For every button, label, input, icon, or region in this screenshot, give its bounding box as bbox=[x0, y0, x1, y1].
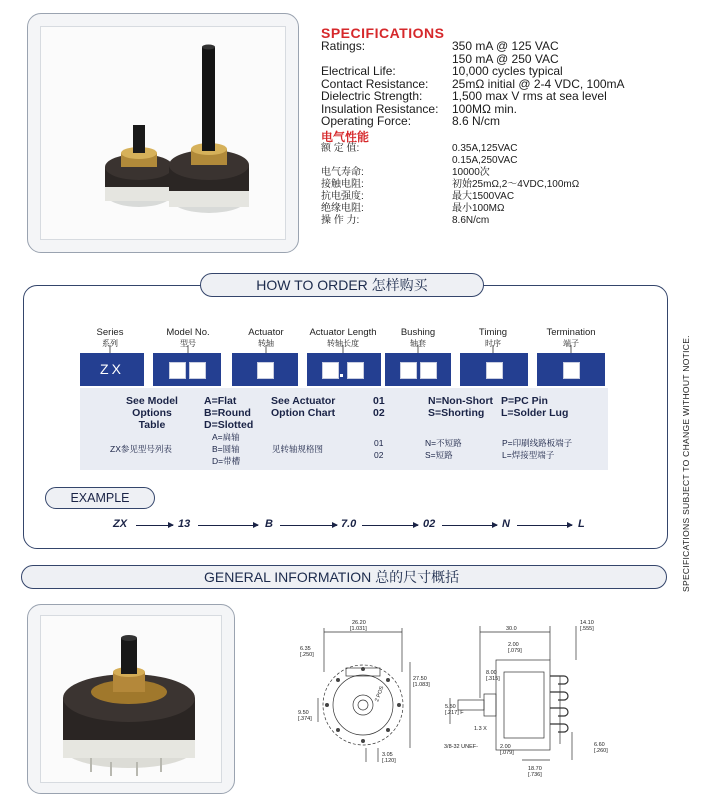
dim-label: 8.00 bbox=[486, 670, 497, 676]
spec-label: Dielectric Strength: bbox=[321, 89, 423, 103]
side-note: SPECIFICATIONS SUBJECT TO CHANGE WITHOUT NOTICE. bbox=[681, 335, 691, 592]
length-option-line: Option Chart bbox=[271, 407, 336, 419]
rotary-switch-photo bbox=[41, 27, 285, 239]
spec-cn-row bbox=[321, 179, 691, 191]
general-photo bbox=[40, 615, 222, 783]
product-photo bbox=[40, 26, 286, 240]
header-bushing-en: Bushing bbox=[400, 327, 436, 338]
example-label: EXAMPLE bbox=[45, 487, 155, 509]
dim-label: 2.00 bbox=[508, 642, 519, 648]
spec-cn-value: 0.35A,125VAC bbox=[452, 143, 518, 154]
length-option-line: See Actuator bbox=[271, 395, 336, 407]
spec-cn-value: 初始25mΩ,2～4VDC,100mΩ bbox=[452, 179, 580, 190]
header-actuator-en: Actuator bbox=[248, 327, 284, 338]
example-arrow bbox=[362, 525, 418, 526]
dim-label: [.250] bbox=[300, 652, 314, 658]
spec-cn-label: 抗电强度: bbox=[321, 191, 364, 202]
spec-value: 100MΩ min. bbox=[452, 101, 517, 116]
spec-label: Insulation Resistance: bbox=[321, 101, 439, 116]
header-termination-cn: 端子 bbox=[563, 339, 579, 348]
spec-row bbox=[321, 90, 691, 103]
spec-cn-row bbox=[321, 191, 691, 203]
termination-options bbox=[501, 395, 568, 419]
series-code: ZX bbox=[100, 361, 124, 377]
code-box-actuator bbox=[232, 353, 298, 386]
termination-option: L=Solder Lug bbox=[501, 407, 569, 419]
spec-value: 150 mA @ 250 VAC bbox=[452, 51, 559, 66]
spec-cn-row bbox=[321, 167, 691, 179]
specifications-list bbox=[321, 40, 691, 128]
spec-cn-row bbox=[321, 143, 691, 155]
spec-cn-label: 额 定 值: bbox=[321, 143, 360, 154]
front-view-drawing bbox=[296, 612, 446, 792]
example-code: N bbox=[502, 518, 510, 530]
bushing-option: 02 bbox=[373, 407, 385, 419]
bushing-options-cn bbox=[374, 437, 383, 461]
dim-label: 26.20 bbox=[352, 620, 366, 626]
code-slot bbox=[347, 362, 364, 379]
spec-row bbox=[321, 115, 691, 128]
specifications-cn-title: 电气性能 bbox=[321, 130, 370, 144]
model-options bbox=[122, 395, 182, 431]
code-box-length bbox=[307, 353, 381, 386]
actuator-option-cn: A=扁轴 bbox=[212, 432, 240, 442]
header-model-en: Model No. bbox=[166, 327, 210, 338]
bushing-option-cn: 02 bbox=[374, 450, 384, 460]
bushing-option: 01 bbox=[373, 395, 385, 407]
code-slot bbox=[169, 362, 186, 379]
termination-option-cn: L=焊接型端子 bbox=[502, 450, 555, 460]
code-slot bbox=[420, 362, 437, 379]
spec-label: Contact Resistance: bbox=[321, 76, 429, 91]
example-arrow bbox=[442, 525, 497, 526]
timing-options-cn bbox=[425, 437, 462, 461]
rotary-switch-photo bbox=[41, 616, 221, 782]
code-box-termination bbox=[537, 353, 605, 386]
code-slot bbox=[189, 362, 206, 379]
spec-cn-row bbox=[321, 203, 691, 215]
model-option-line: See Model bbox=[126, 395, 178, 407]
model-options-cn: ZX参见型号列表 bbox=[110, 444, 172, 454]
spec-cn-label: 接触电阻: bbox=[321, 179, 364, 190]
header-bushing-cn: 轴套 bbox=[410, 339, 426, 348]
header-series-cn: 系列 bbox=[102, 339, 118, 348]
actuator-options-cn bbox=[212, 431, 240, 467]
example-code: ZX bbox=[113, 518, 128, 530]
dim-label: [.555] bbox=[580, 626, 594, 632]
dim-label: [.079] bbox=[500, 750, 514, 756]
example-code: 13 bbox=[178, 518, 191, 530]
example-code: L bbox=[578, 518, 585, 530]
code-slot bbox=[400, 362, 417, 379]
dim-label: 6.60 bbox=[594, 742, 605, 748]
example-arrow bbox=[280, 525, 337, 526]
specifications-title: SPECIFICATIONS bbox=[321, 25, 445, 41]
actuator-option: D=Slotted bbox=[204, 419, 254, 431]
dim-label: 5.50 bbox=[445, 704, 456, 710]
code-box-series bbox=[80, 353, 144, 386]
dim-label: [.374] bbox=[298, 716, 312, 722]
model-option-line: Table bbox=[138, 419, 166, 431]
spec-cn-value: 最小100MΩ bbox=[452, 203, 505, 214]
spec-cn-row bbox=[321, 215, 691, 227]
dim-label: [.260] bbox=[594, 748, 608, 754]
dim-label: 18.70 bbox=[528, 766, 542, 772]
example-code: 7.0 bbox=[341, 518, 357, 530]
spec-row bbox=[321, 40, 691, 53]
spec-label: Electrical Life: bbox=[321, 64, 396, 78]
header-length-en: Actuator Length bbox=[309, 327, 377, 338]
timing-option: N=Non-Short bbox=[428, 395, 494, 407]
model-option-line: Options bbox=[132, 407, 172, 419]
header-actuator-cn: 转轴 bbox=[258, 339, 274, 348]
timing-options bbox=[428, 395, 493, 419]
dim-label: 3.05 bbox=[382, 752, 393, 758]
spec-cn-label: 电气寿命: bbox=[321, 167, 364, 178]
code-box-timing bbox=[460, 353, 528, 386]
example-arrow bbox=[136, 525, 173, 526]
termination-option-cn: P=印刷线路板端子 bbox=[502, 438, 573, 448]
termination-options-cn bbox=[502, 437, 572, 461]
general-photo-frame bbox=[27, 604, 235, 794]
dim-label: [1.083] bbox=[413, 682, 430, 688]
product-photo-frame bbox=[27, 13, 299, 253]
code-box-model bbox=[153, 353, 221, 386]
dim-label: 27.50 bbox=[413, 676, 427, 682]
spec-cn-label: 绝缘电阻: bbox=[321, 203, 364, 214]
example-code: 02 bbox=[423, 518, 436, 530]
length-options bbox=[271, 395, 335, 419]
dim-label: 3/8-32 UNEF- bbox=[444, 744, 478, 750]
header-timing-en: Timing bbox=[478, 327, 508, 338]
timing-option-cn: S=短路 bbox=[425, 450, 453, 460]
spec-cn-value: 最大1500VAC bbox=[452, 191, 515, 202]
spec-cn-label: 操 作 力: bbox=[321, 215, 360, 226]
dim-label: 30.0 bbox=[506, 626, 517, 632]
dim-label: [1.031] bbox=[350, 626, 367, 632]
spec-value: 10,000 cycles typical bbox=[452, 64, 563, 78]
spec-cn-value: 10000次 bbox=[452, 167, 490, 178]
header-model-cn: 型号 bbox=[180, 339, 196, 348]
header-timing-cn: 时序 bbox=[485, 339, 501, 348]
code-slot bbox=[257, 362, 274, 379]
dim-label: 2.00 bbox=[500, 744, 511, 750]
spec-label: Ratings: bbox=[321, 39, 366, 53]
dim-label: 6.35 bbox=[300, 646, 311, 652]
dim-label: 14.10 bbox=[580, 620, 594, 626]
spec-cn-row bbox=[321, 155, 691, 167]
bushing-option-cn: 01 bbox=[374, 438, 384, 448]
spec-value: 8.6 N/cm bbox=[452, 114, 501, 128]
general-information-title: GENERAL INFORMATION 总的尺寸概括 bbox=[21, 565, 667, 589]
dim-label: 9.50 bbox=[298, 710, 309, 716]
spec-row bbox=[321, 65, 691, 78]
spec-label: Operating Force: bbox=[321, 114, 412, 128]
header-series-en: Series bbox=[96, 327, 124, 338]
header-length-cn: 转轴长度 bbox=[327, 339, 359, 348]
timing-option: S=Shorting bbox=[428, 407, 485, 419]
dim-label: [.217] F bbox=[445, 710, 464, 716]
actuator-option-cn: B=圆轴 bbox=[212, 444, 240, 454]
spec-value: 350 mA @ 125 VAC bbox=[452, 39, 559, 53]
shaft-mark: 2 POS bbox=[374, 685, 386, 703]
example-arrow bbox=[517, 525, 572, 526]
length-options-cn: 见转轴规格图 bbox=[272, 444, 324, 454]
specifications-cn-list bbox=[321, 143, 691, 227]
example-code: B bbox=[265, 518, 273, 530]
example-arrow bbox=[198, 525, 258, 526]
header-termination-en: Termination bbox=[546, 327, 596, 338]
spec-value: 25mΩ initial @ 2-4 VDC, 100mA bbox=[452, 76, 625, 91]
dim-label: [.736] bbox=[528, 772, 542, 778]
dim-label: [.079] bbox=[508, 648, 522, 654]
spec-value: 1,500 max V rms at sea level bbox=[452, 89, 607, 103]
side-view-drawing bbox=[444, 612, 624, 792]
code-slot bbox=[563, 362, 580, 379]
actuator-option: A=Flat bbox=[204, 395, 237, 407]
how-to-order-title: HOW TO ORDER 怎样购买 bbox=[200, 273, 484, 297]
spec-cn-value: 0.15A,250VAC bbox=[452, 155, 518, 166]
actuator-option: B=Round bbox=[204, 407, 251, 419]
bushing-options bbox=[373, 395, 385, 419]
dim-label: [.120] bbox=[382, 758, 396, 764]
decimal-point bbox=[340, 374, 343, 377]
code-slot bbox=[486, 362, 503, 379]
dim-label: 1.3 X bbox=[474, 726, 487, 732]
timing-option-cn: N=不短路 bbox=[425, 438, 462, 448]
code-slot bbox=[322, 362, 339, 379]
actuator-options bbox=[204, 395, 253, 431]
termination-option: P=PC Pin bbox=[501, 395, 548, 407]
dim-label: [.315] bbox=[486, 676, 500, 682]
code-box-bushing bbox=[385, 353, 451, 386]
spec-cn-value: 8.6N/cm bbox=[452, 215, 490, 226]
actuator-option-cn: D=带槽 bbox=[212, 456, 241, 466]
